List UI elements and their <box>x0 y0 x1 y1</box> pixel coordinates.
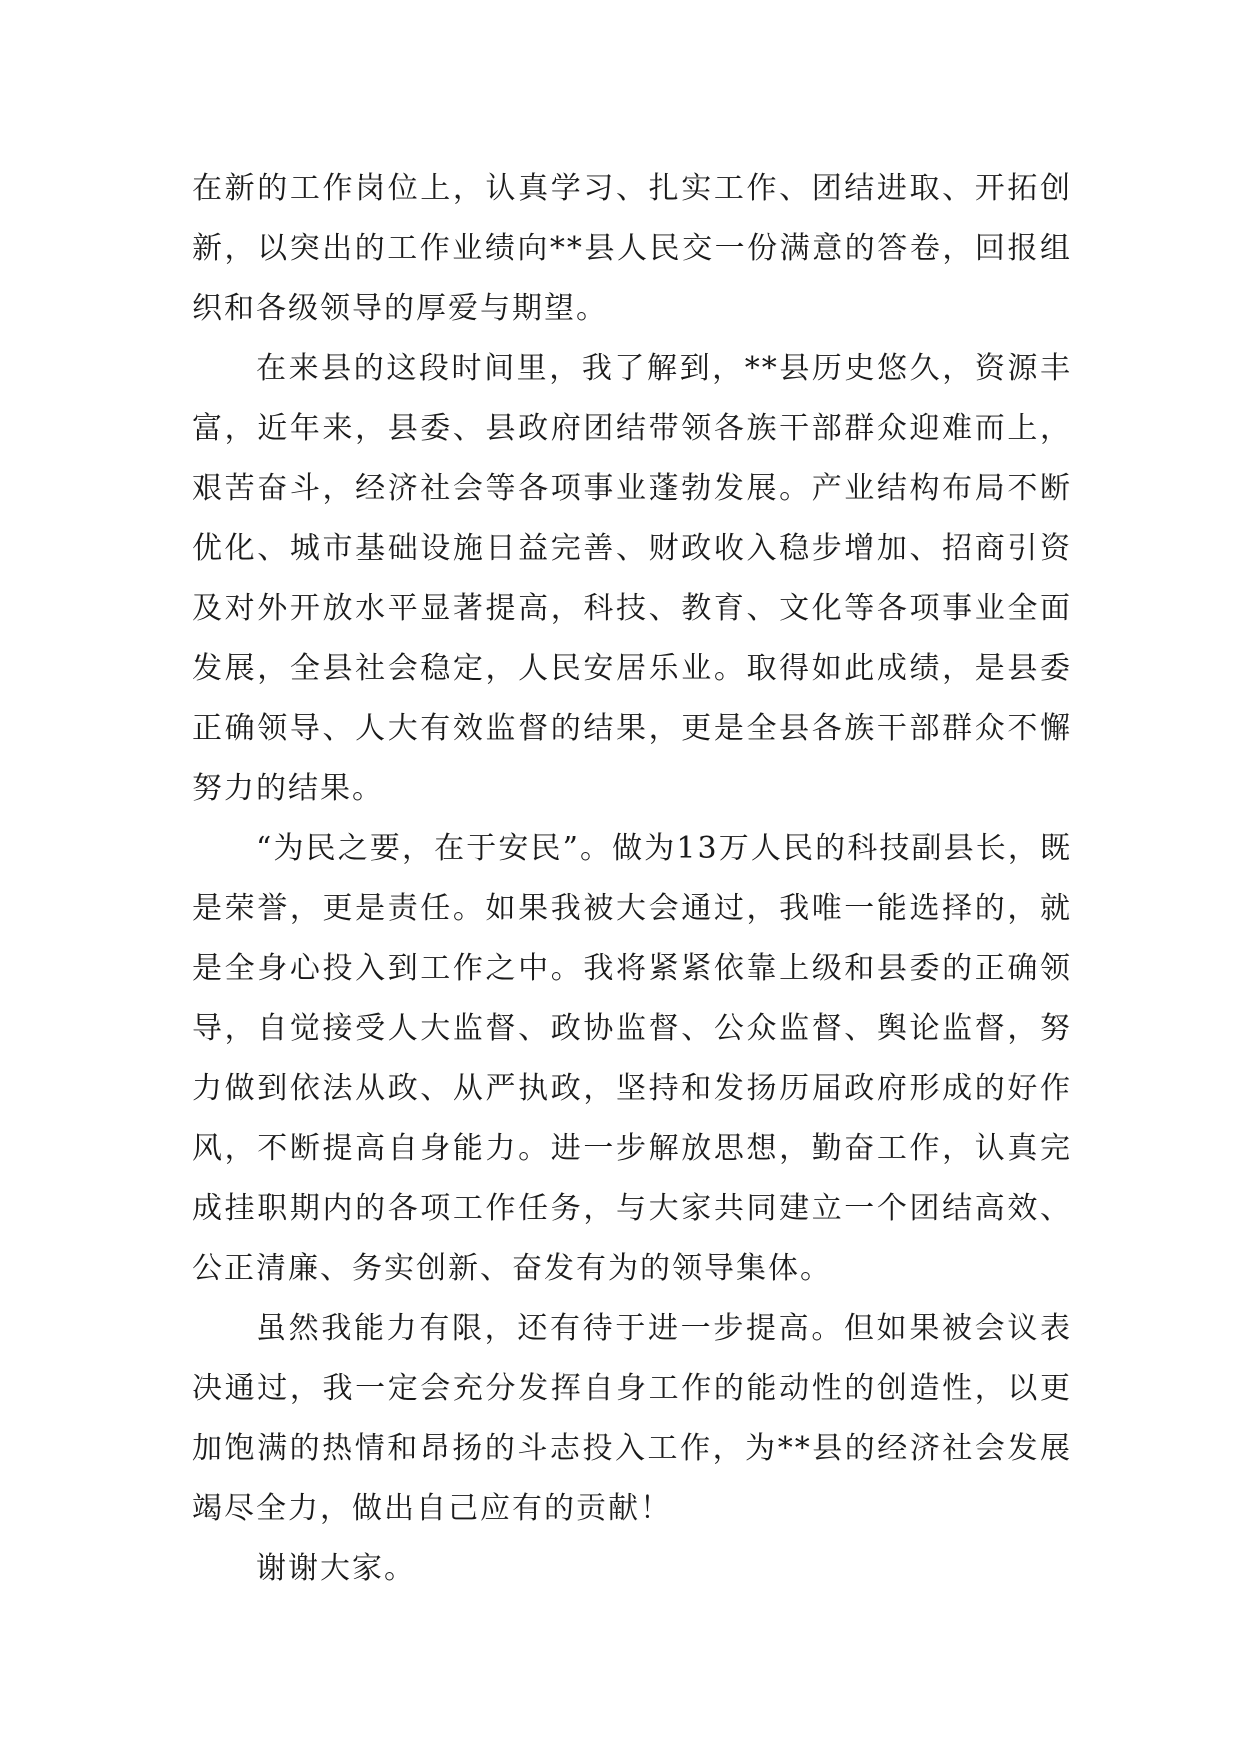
paragraph-pledge: 虽然我能力有限，还有待于进一步提高。但如果被会议表决通过，我一定会充分发挥自身工作的能动性的创造性，以更加饱满的热情和昂扬的斗志投入工作，为**县的经济社会发展竭尽全力，做出自己应有的贡献！ <box>192 1311 1072 1526</box>
paragraph-commitment: “为民之要，在于安民”。做为13万人民的科技副县长，既是荣誉，更是责任。如果我被大会通过，我唯一能选择的，就是全身心投入到工作之中。我将紧紧依靠上级和县委的正确领导，自觉接受人大监督、政协监督、公众监督、舆论监督，努力做到依法从政、从严执政，坚持和发扬历届政府形成的好作风，不断提高自身能力。进一步解放思想，勤奋工作，认真完成挂职期内的各项工作任务，与大家共同建立一个团结高效、公正清廉、务实创新、奋发有为的领导集体。 <box>192 831 1072 1286</box>
paragraph-county-overview: 在来县的这段时间里，我了解到，**县历史悠久，资源丰富，近年来，县委、县政府团结带领各族干部群众迎难而上，艰苦奋斗，经济社会等各项事业蓬勃发展。产业结构布局不断优化、城市基础设施日益完善、财政收入稳步增加、招商引资及对外开放水平显著提高，科技、教育、文化等各项事业全面发展，全县社会稳定，人民安居乐业。取得如此成绩，是县委正确领导、人大有效监督的结果，更是全县各族干部群众不懈努力的结果。 <box>192 351 1072 806</box>
document-body <box>192 159 1072 1599</box>
paragraph-continued: 在新的工作岗位上，认真学习、扎实工作、团结进取、开拓创新，以突出的工作业绩向**县人民交一份满意的答卷，回报组织和各级领导的厚爱与期望。 <box>192 171 1072 326</box>
paragraph-thanks: 谢谢大家。 <box>256 1551 416 1586</box>
